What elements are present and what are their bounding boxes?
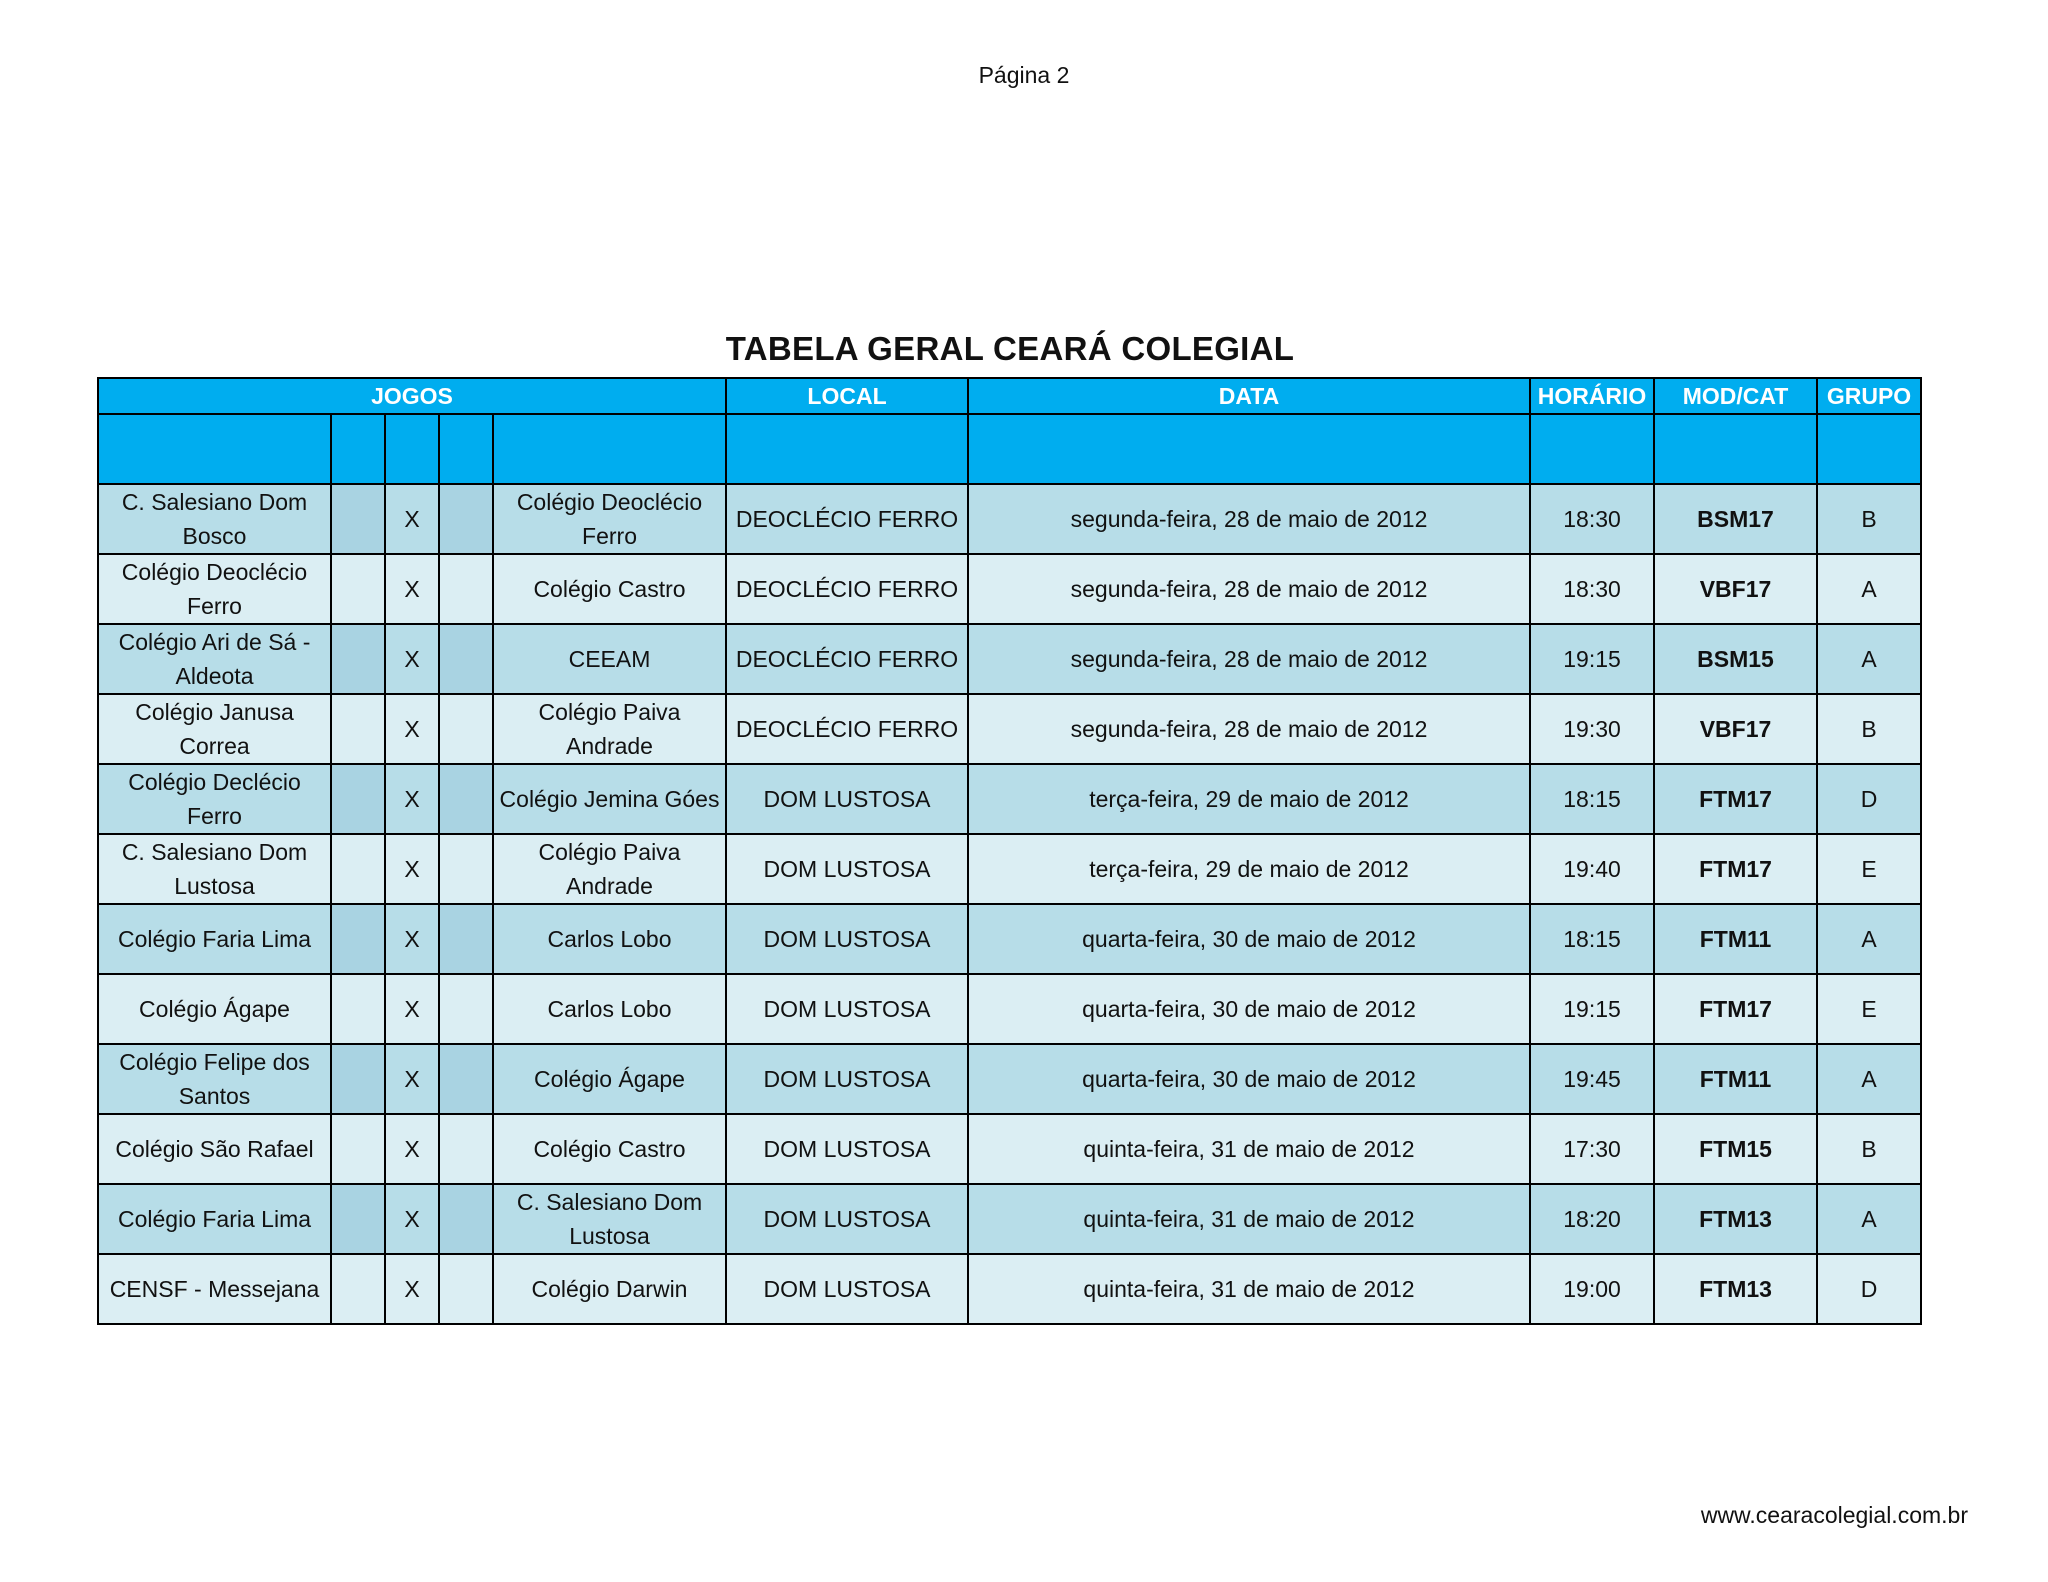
match-date: quinta-feira, 31 de maio de 2012 <box>968 1114 1530 1184</box>
group: E <box>1817 834 1921 904</box>
away-team: CEEAM <box>493 624 726 694</box>
page-number: Página 2 <box>978 62 1070 88</box>
away-score <box>439 834 493 904</box>
away-score <box>439 764 493 834</box>
blank-cell <box>1530 414 1654 484</box>
away-team: Colégio Castro <box>493 554 726 624</box>
away-score <box>439 554 493 624</box>
blank-cell <box>1654 414 1817 484</box>
home-score <box>331 974 385 1044</box>
group: A <box>1817 1044 1921 1114</box>
group: E <box>1817 974 1921 1044</box>
header-blank-row <box>98 414 1921 484</box>
blank-cell <box>1817 414 1921 484</box>
away-team: Colégio Darwin <box>493 1254 726 1324</box>
match-date: quarta-feira, 30 de maio de 2012 <box>968 974 1530 1044</box>
match-time: 17:30 <box>1530 1114 1654 1184</box>
header-modcat: MOD/CAT <box>1654 378 1817 414</box>
match-date: quinta-feira, 31 de maio de 2012 <box>968 1254 1530 1324</box>
mod-cat: FTM17 <box>1654 974 1817 1044</box>
blank-cell <box>385 414 439 484</box>
versus-mark: X <box>385 1184 439 1254</box>
header-local: LOCAL <box>726 378 968 414</box>
blank-cell <box>493 414 726 484</box>
home-team: C. Salesiano Dom Bosco <box>98 484 331 554</box>
mod-cat: FTM15 <box>1654 1114 1817 1184</box>
match-time: 18:15 <box>1530 764 1654 834</box>
match-date: quarta-feira, 30 de maio de 2012 <box>968 1044 1530 1114</box>
home-team: Colégio Faria Lima <box>98 1184 331 1254</box>
home-score <box>331 764 385 834</box>
home-score <box>331 904 385 974</box>
table-row <box>98 1114 1921 1184</box>
away-score <box>439 1184 493 1254</box>
match-date: terça-feira, 29 de maio de 2012 <box>968 764 1530 834</box>
home-score <box>331 1114 385 1184</box>
versus-mark: X <box>385 974 439 1044</box>
home-team: Colégio Deoclécio Ferro <box>98 554 331 624</box>
mod-cat: FTM11 <box>1654 904 1817 974</box>
venue: DEOCLÉCIO FERRO <box>726 624 968 694</box>
versus-mark: X <box>385 694 439 764</box>
home-score <box>331 1044 385 1114</box>
table-title: TABELA GERAL CEARÁ COLEGIAL <box>725 330 1295 367</box>
versus-mark: X <box>385 764 439 834</box>
group: A <box>1817 624 1921 694</box>
away-score <box>439 484 493 554</box>
mod-cat: BSM15 <box>1654 624 1817 694</box>
match-time: 18:20 <box>1530 1184 1654 1254</box>
versus-mark: X <box>385 834 439 904</box>
table-row <box>98 974 1921 1044</box>
venue: DEOCLÉCIO FERRO <box>726 694 968 764</box>
mod-cat: VBF17 <box>1654 694 1817 764</box>
mod-cat: FTM13 <box>1654 1254 1817 1324</box>
versus-mark: X <box>385 484 439 554</box>
home-score <box>331 1184 385 1254</box>
blank-cell <box>439 414 493 484</box>
table-row <box>98 834 1921 904</box>
mod-cat: FTM11 <box>1654 1044 1817 1114</box>
away-team: Colégio Paiva Andrade <box>493 834 726 904</box>
match-time: 18:15 <box>1530 904 1654 974</box>
group: A <box>1817 554 1921 624</box>
match-time: 19:40 <box>1530 834 1654 904</box>
venue: DOM LUSTOSA <box>726 834 968 904</box>
home-team: Colégio Declécio Ferro <box>98 764 331 834</box>
venue: DOM LUSTOSA <box>726 904 968 974</box>
table-row <box>98 1044 1921 1114</box>
blank-cell <box>331 414 385 484</box>
versus-mark: X <box>385 1044 439 1114</box>
table-row <box>98 904 1921 974</box>
away-team: Colégio Deoclécio Ferro <box>493 484 726 554</box>
versus-mark: X <box>385 1254 439 1324</box>
home-team: Colégio Faria Lima <box>98 904 331 974</box>
venue: DEOCLÉCIO FERRO <box>726 554 968 624</box>
header-row <box>98 378 1921 414</box>
footer-website-link[interactable]: www.cearacolegial.com.br <box>1700 1502 1968 1528</box>
table-row <box>98 764 1921 834</box>
table-row <box>98 1184 1921 1254</box>
away-team: Colégio Castro <box>493 1114 726 1184</box>
away-team: C. Salesiano Dom Lustosa <box>493 1184 726 1254</box>
group: B <box>1817 484 1921 554</box>
away-score <box>439 904 493 974</box>
home-score <box>331 624 385 694</box>
home-team: Colégio Felipe dos Santos <box>98 1044 331 1114</box>
group: A <box>1817 1184 1921 1254</box>
home-score <box>331 1254 385 1324</box>
home-score <box>331 834 385 904</box>
venue: DOM LUSTOSA <box>726 974 968 1044</box>
away-team: Carlos Lobo <box>493 904 726 974</box>
match-time: 19:15 <box>1530 624 1654 694</box>
mod-cat: FTM13 <box>1654 1184 1817 1254</box>
table-row <box>98 484 1921 554</box>
venue: DOM LUSTOSA <box>726 764 968 834</box>
match-date: quinta-feira, 31 de maio de 2012 <box>968 1184 1530 1254</box>
home-team: Colégio Ágape <box>98 974 331 1044</box>
away-team: Colégio Ágape <box>493 1044 726 1114</box>
home-team: C. Salesiano Dom Lustosa <box>98 834 331 904</box>
away-score <box>439 694 493 764</box>
away-team: Colégio Jemina Góes <box>493 764 726 834</box>
match-date: segunda-feira, 28 de maio de 2012 <box>968 554 1530 624</box>
match-date: segunda-feira, 28 de maio de 2012 <box>968 694 1530 764</box>
match-date: segunda-feira, 28 de maio de 2012 <box>968 624 1530 694</box>
mod-cat: FTM17 <box>1654 764 1817 834</box>
home-team: Colégio São Rafael <box>98 1114 331 1184</box>
group: B <box>1817 694 1921 764</box>
match-date: quarta-feira, 30 de maio de 2012 <box>968 904 1530 974</box>
table-row <box>98 1254 1921 1324</box>
versus-mark: X <box>385 904 439 974</box>
blank-cell <box>968 414 1530 484</box>
match-date: terça-feira, 29 de maio de 2012 <box>968 834 1530 904</box>
away-score <box>439 1044 493 1114</box>
blank-cell <box>98 414 331 484</box>
away-score <box>439 974 493 1044</box>
venue: DEOCLÉCIO FERRO <box>726 484 968 554</box>
venue: DOM LUSTOSA <box>726 1254 968 1324</box>
match-date: segunda-feira, 28 de maio de 2012 <box>968 484 1530 554</box>
header-jogos: JOGOS <box>98 378 726 414</box>
header-grupo: GRUPO <box>1817 378 1921 414</box>
mod-cat: VBF17 <box>1654 554 1817 624</box>
away-score <box>439 624 493 694</box>
table-row <box>98 624 1921 694</box>
mod-cat: FTM17 <box>1654 834 1817 904</box>
home-team: CENSF - Messejana <box>98 1254 331 1324</box>
home-score <box>331 484 385 554</box>
venue: DOM LUSTOSA <box>726 1044 968 1114</box>
away-team: Carlos Lobo <box>493 974 726 1044</box>
match-time: 19:30 <box>1530 694 1654 764</box>
home-score <box>331 694 385 764</box>
match-time: 19:15 <box>1530 974 1654 1044</box>
group: A <box>1817 904 1921 974</box>
home-team: Colégio Ari de Sá - Aldeota <box>98 624 331 694</box>
table-row <box>98 554 1921 624</box>
header-horario: HORÁRIO <box>1530 378 1654 414</box>
venue: DOM LUSTOSA <box>726 1184 968 1254</box>
match-time: 19:45 <box>1530 1044 1654 1114</box>
blank-cell <box>726 414 968 484</box>
group: D <box>1817 764 1921 834</box>
mod-cat: BSM17 <box>1654 484 1817 554</box>
schedule-table <box>97 377 1922 1325</box>
away-score <box>439 1254 493 1324</box>
versus-mark: X <box>385 624 439 694</box>
match-time: 19:00 <box>1530 1254 1654 1324</box>
venue: DOM LUSTOSA <box>726 1114 968 1184</box>
home-score <box>331 554 385 624</box>
versus-mark: X <box>385 554 439 624</box>
table-row <box>98 694 1921 764</box>
match-time: 18:30 <box>1530 484 1654 554</box>
group: D <box>1817 1254 1921 1324</box>
header-data: DATA <box>968 378 1530 414</box>
away-score <box>439 1114 493 1184</box>
home-team: Colégio Janusa Correa <box>98 694 331 764</box>
away-team: Colégio Paiva Andrade <box>493 694 726 764</box>
group: B <box>1817 1114 1921 1184</box>
match-time: 18:30 <box>1530 554 1654 624</box>
versus-mark: X <box>385 1114 439 1184</box>
